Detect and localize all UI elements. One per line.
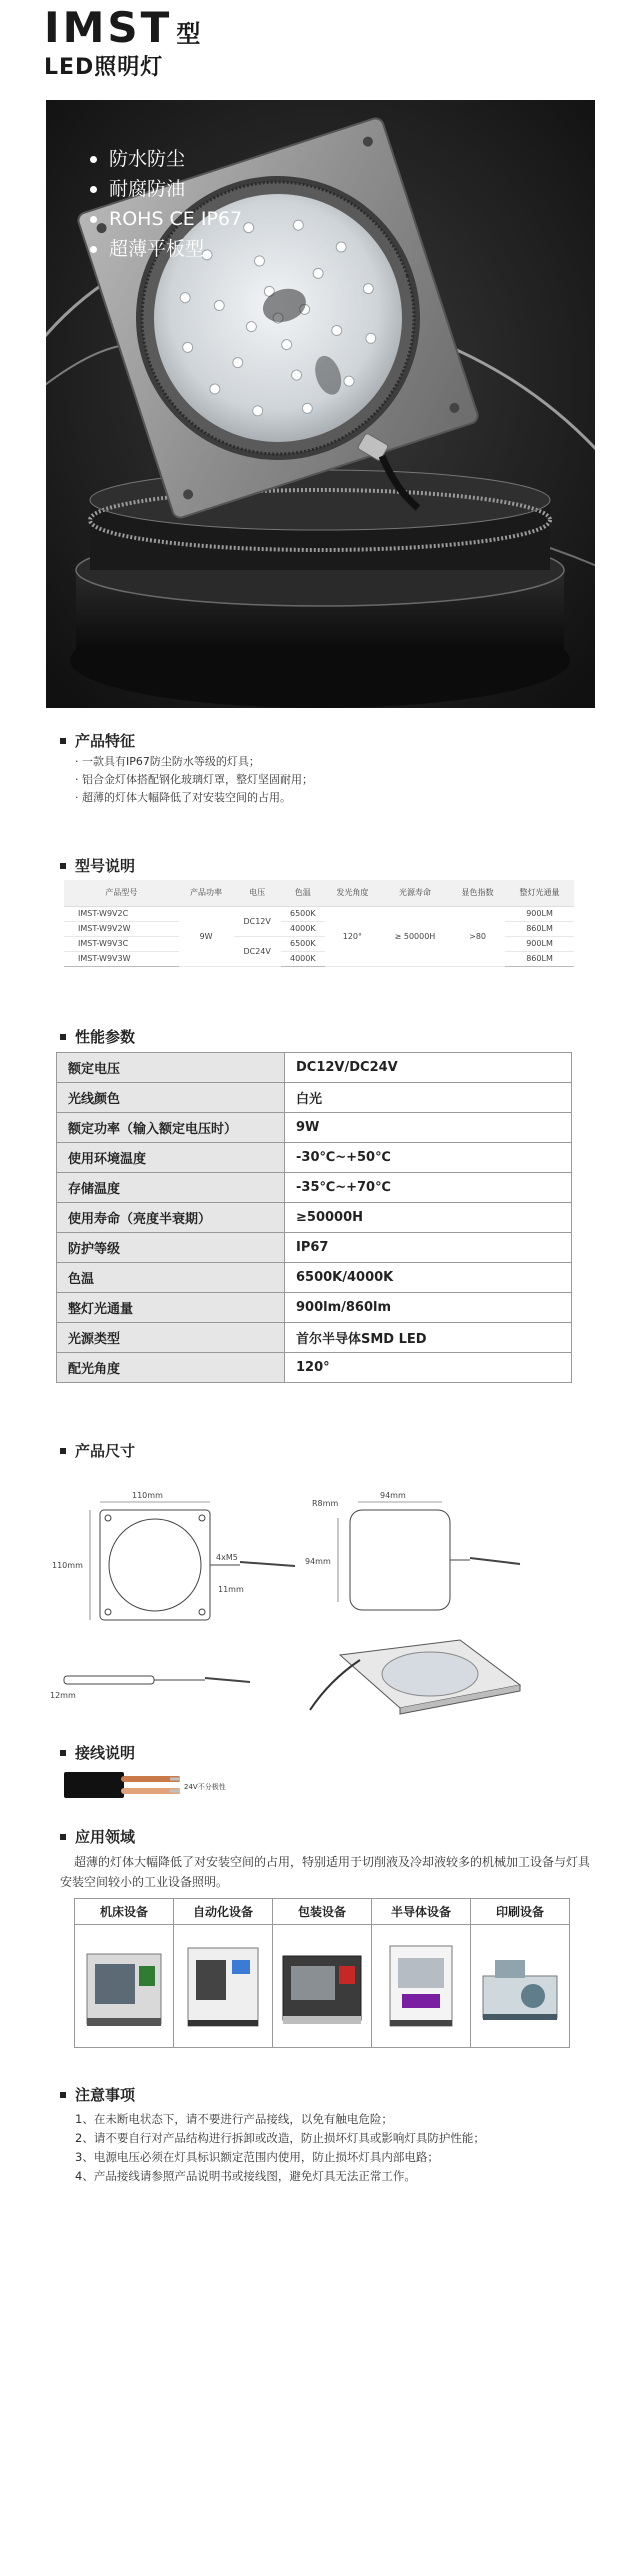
table-row: IMST-W9V3W 4000K 860LM	[64, 951, 574, 966]
param-value: 首尔半导体SMD LED	[285, 1323, 572, 1353]
list-item: · 铝合金灯体搭配钢化玻璃灯罩，整灯坚固耐用；	[75, 773, 313, 786]
param-value: ≥50000H	[285, 1203, 572, 1233]
application-cell	[273, 1899, 372, 2047]
automation-equipment-image	[174, 1925, 272, 2047]
wiring-diagram	[60, 1768, 180, 1802]
hero-feature-list	[90, 144, 242, 264]
back-view	[338, 1502, 520, 1610]
performance-table	[56, 1052, 572, 1383]
table-row	[57, 1173, 572, 1203]
table-row: IMST-W9V2C 9W DC12V 6500K 120° ≥ 50000H >80 900LM	[64, 906, 574, 921]
application-grid	[74, 1898, 570, 2048]
side-view	[64, 1676, 250, 1684]
dim-inner-height: 94mm	[305, 1557, 331, 1566]
table-row	[57, 1203, 572, 1233]
table-row	[57, 1113, 572, 1143]
list-item: 2、请不要自行对产品结构进行拆卸或改造，防止损坏灯具或影响灯具防护性能；	[75, 2131, 485, 2145]
semiconductor-equipment-image	[372, 1925, 470, 2047]
section-title-notes: 注意事项	[60, 2084, 135, 2105]
section-title-features: 产品特征	[60, 730, 135, 751]
application-heading: 机床设备	[75, 1899, 173, 1925]
square-bullet-icon	[60, 1448, 66, 1454]
dim-front-width: 110mm	[132, 1491, 163, 1500]
packaging-equipment-image	[273, 1925, 371, 2047]
application-description: 超薄的灯体大幅降低了对安装空间的占用，特别适用于切削液及冷却液较多的机械加工设备与灯具安装空间较小的工业设备照明。	[60, 1855, 591, 1889]
param-label: 额定功率（输入额定电压时）	[57, 1113, 285, 1143]
perspective-view	[310, 1640, 520, 1714]
list-item: · 一款具有IP67防尘防水等级的灯具；	[75, 755, 260, 768]
list-item: 3、电源电压必须在灯具标识额定范围内使用，防止损坏灯具内部电路；	[75, 2150, 439, 2164]
param-label: 存储温度	[57, 1173, 285, 1203]
table-row: IMST-W9V3C DC24V 6500K 900LM	[64, 936, 574, 951]
dim-hole-radius: R8mm	[312, 1499, 339, 1508]
hero-banner	[46, 100, 595, 708]
application-cell	[372, 1899, 471, 2047]
param-label: 使用环境温度	[57, 1143, 285, 1173]
table-row	[57, 1323, 572, 1353]
dim-cable-offset: 11mm	[218, 1585, 244, 1594]
param-label: 色温	[57, 1263, 285, 1293]
application-cell	[471, 1899, 569, 2047]
bullet-icon	[90, 246, 97, 253]
feature-list	[75, 753, 313, 807]
hero-feature: 防水防尘	[90, 144, 242, 174]
param-label: 光线颜色	[57, 1083, 285, 1113]
wiring-label: 24V不分极性	[184, 1783, 226, 1791]
param-value: 白光	[285, 1083, 572, 1113]
param-label: 使用寿命（亮度半衰期）	[57, 1203, 285, 1233]
param-value: 6500K/4000K	[285, 1263, 572, 1293]
list-item: · 超薄的灯体大幅降低了对安装空间的占用。	[75, 791, 291, 804]
table-row	[57, 1353, 572, 1383]
table-row	[57, 1053, 572, 1083]
hero-feature: ROHS CE IP67	[90, 204, 242, 234]
square-bullet-icon	[60, 738, 66, 744]
param-label: 防护等级	[57, 1233, 285, 1263]
param-value: -35℃~+70℃	[285, 1173, 572, 1203]
section-title-models: 型号说明	[60, 855, 135, 876]
hero-feature: 耐腐防油	[90, 174, 242, 204]
table-row	[57, 1263, 572, 1293]
param-label: 额定电压	[57, 1053, 285, 1083]
square-bullet-icon	[60, 1034, 66, 1040]
front-view	[90, 1502, 295, 1620]
param-value: 120°	[285, 1353, 572, 1383]
param-label: 配光角度	[57, 1353, 285, 1383]
dim-front-height: 110mm	[52, 1561, 83, 1570]
application-heading: 半导体设备	[372, 1899, 470, 1925]
table-row: IMST-W9V2W 4000K 860LM	[64, 921, 574, 936]
param-value: DC12V/DC24V	[285, 1053, 572, 1083]
bullet-icon	[90, 216, 97, 223]
machine-tool-image	[75, 1925, 173, 2047]
section-title-performance: 性能参数	[60, 1026, 135, 1047]
table-row	[57, 1233, 572, 1263]
list-item: 4、产品接线请参照产品说明书或接线图，避免灯具无法正常工作。	[75, 2169, 416, 2183]
model-table	[64, 880, 574, 967]
dim-inner-width: 94mm	[380, 1491, 406, 1500]
application-cell	[174, 1899, 273, 2047]
product-subtitle: LED照明灯	[44, 55, 164, 80]
square-bullet-icon	[60, 1750, 66, 1756]
bullet-icon	[90, 156, 97, 163]
table-row	[57, 1293, 572, 1323]
application-heading: 自动化设备	[174, 1899, 272, 1925]
section-title-dimensions: 产品尺寸	[60, 1440, 135, 1461]
table-row	[57, 1083, 572, 1113]
hero-feature: 超薄平板型	[90, 234, 242, 264]
bullet-icon	[90, 186, 97, 193]
dim-thickness: 12mm	[50, 1691, 76, 1700]
printing-equipment-image	[471, 1925, 569, 2047]
page-header	[44, 3, 201, 81]
table-row	[57, 1143, 572, 1173]
application-heading: 包装设备	[273, 1899, 371, 1925]
dimension-drawing	[50, 1480, 550, 1740]
list-item: 1、在未断电状态下，请不要进行产品接线，以免有触电危险；	[75, 2112, 393, 2126]
param-label: 光源类型	[57, 1323, 285, 1353]
param-value: 9W	[285, 1113, 572, 1143]
application-cell	[75, 1899, 174, 2047]
notes-list	[75, 2110, 485, 2186]
square-bullet-icon	[60, 863, 66, 869]
param-value: -30℃~+50℃	[285, 1143, 572, 1173]
section-title-wiring: 接线说明	[60, 1742, 135, 1763]
product-model-suffix: 型	[176, 20, 201, 48]
param-value: 900lm/860lm	[285, 1293, 572, 1323]
dim-bolt: 4xM5	[216, 1553, 238, 1562]
section-title-applications: 应用领域	[60, 1826, 135, 1847]
square-bullet-icon	[60, 2092, 66, 2098]
square-bullet-icon	[60, 1834, 66, 1840]
table-header-row: 产品型号 产品功率 电压 色温 发光角度 光源寿命 显色指数 整灯光通量	[64, 880, 574, 906]
application-heading: 印刷设备	[471, 1899, 569, 1925]
product-model: IMST	[44, 3, 173, 52]
param-value: IP67	[285, 1233, 572, 1263]
param-label: 整灯光通量	[57, 1293, 285, 1323]
